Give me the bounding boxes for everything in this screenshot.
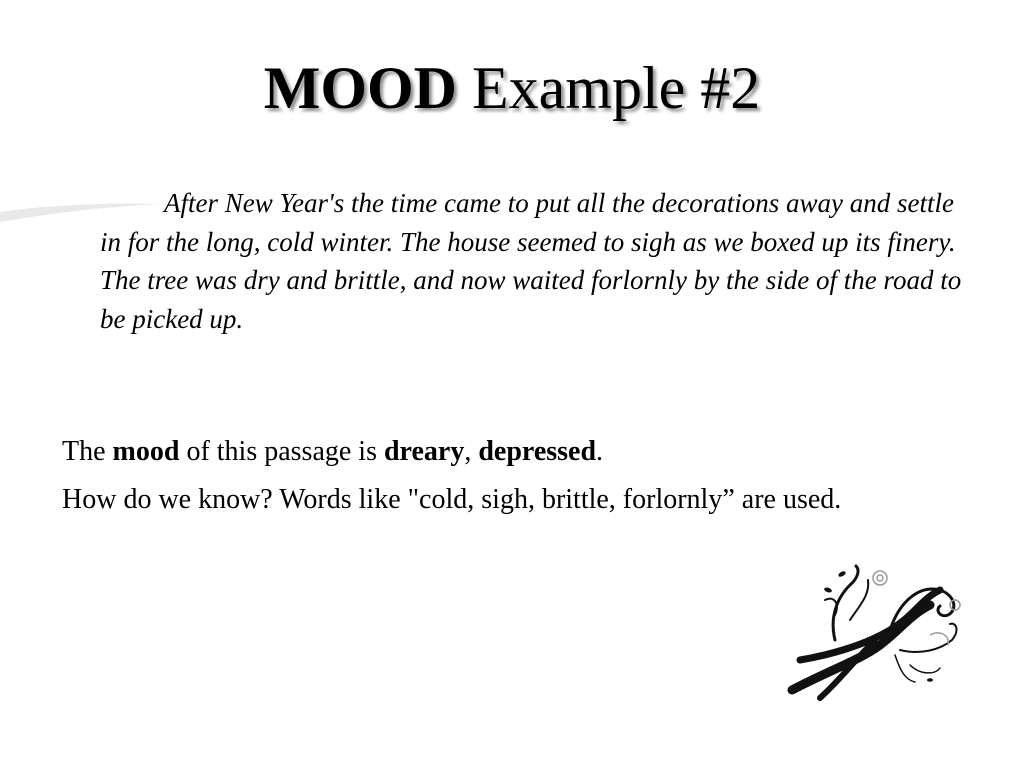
title-rest: Example #2 (472, 55, 761, 121)
dreary-word: dreary (383, 436, 465, 467)
mood-statement (62, 433, 1000, 471)
mood-text-2: of this passage is (179, 436, 384, 467)
passage-quote: After New Year's the time came to put all the decorations away and settle in for the long, cold winter. The house seemed to sigh as we boxed up its finery. The tree was dry and brittle, and now waited forlornly by the side of the road to be picked up. (100, 188, 962, 334)
slide-title (0, 48, 1024, 128)
mood-period: . (596, 436, 604, 467)
swirl-branch-icon (780, 560, 970, 705)
depressed-word: depressed (478, 436, 597, 467)
mood-word: mood (112, 436, 180, 467)
mood-text-1: The (62, 436, 113, 467)
title-bold: MOOD (263, 55, 458, 121)
mood-comma: , (464, 436, 479, 467)
evidence-statement: How do we know? Words like "cold, sigh, brittle, forlornly” are used. (62, 484, 842, 515)
